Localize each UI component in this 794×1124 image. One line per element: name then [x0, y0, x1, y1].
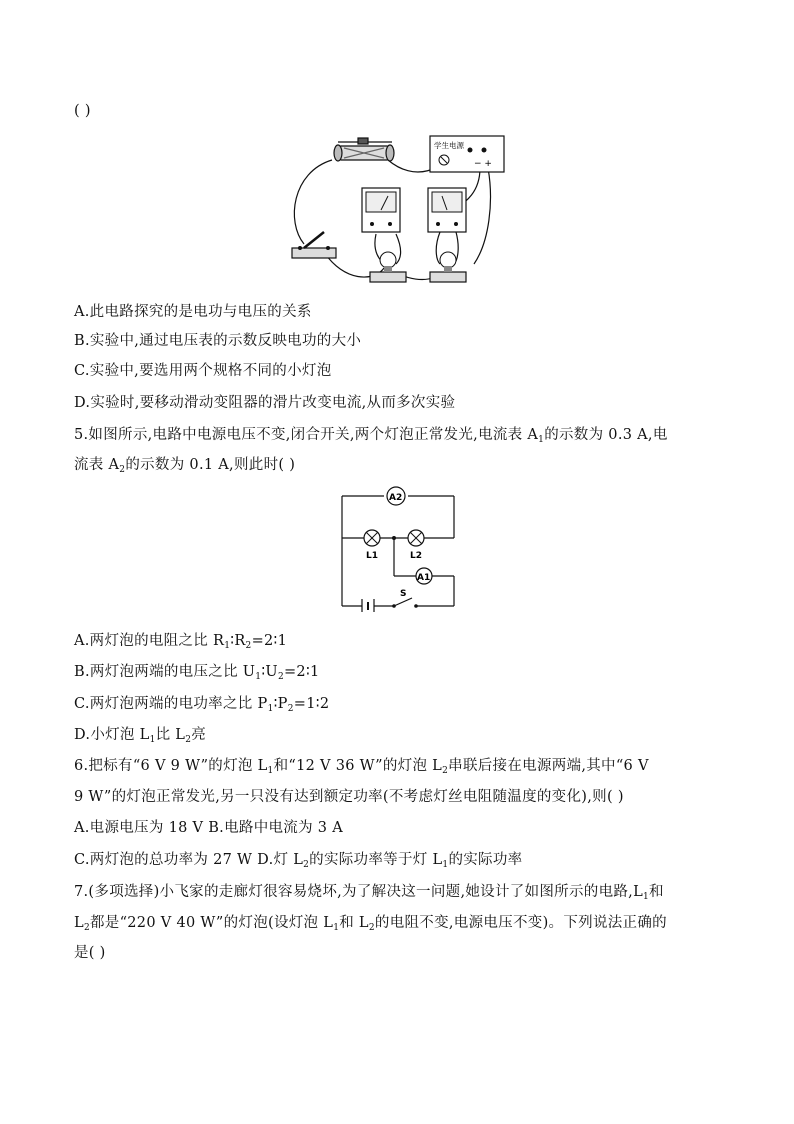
battery-icon: [362, 599, 374, 612]
q4-answer-bracket: ( ): [74, 103, 91, 119]
ammeter-a2-label: A2: [389, 493, 403, 503]
q4-option-c: C.实验中,要选用两个规格不同的小灯泡: [74, 363, 332, 379]
ammeter-a1-label: A1: [417, 573, 431, 583]
q6-options-ab: A.电源电压为 18 V B.电路中电流为 3 A: [74, 820, 344, 836]
q7-stem-line2: $L_2$都是“220 V 40 W”的灯泡(设灯泡 $L_1$和 $L_2$的电阻不变,电源电压不变)。下列说法正确的: [74, 915, 667, 933]
q4-option-a: A.此电路探究的是电功与电压的关系: [74, 304, 312, 320]
q6-stem-line2: 9 W”的灯泡正常发光,另一只没有达到额定功率(不考虑灯丝电阻随温度的变化),则( ): [74, 789, 624, 805]
q5-option-d: D.小灯泡 $L_1$比 $L_2$亮: [74, 727, 207, 745]
power-supply-label: 学生电源: [434, 141, 464, 150]
bulb-icon-2: [430, 252, 466, 282]
q5-option-b: B.两灯泡两端的电压之比 $U_1∶U_2=2∶1$: [74, 664, 320, 682]
q4-option-d: D.实验时,要移动滑动变阻器的滑片改变电流,从而多次实验: [74, 395, 456, 411]
lamp-l1-icon: [364, 530, 380, 546]
q7-stem-line1: 7.(多项选择)小飞家的走廊灯很容易烧坏,为了解决这一问题,她设计了如图所示的电路$,L_1$和: [74, 884, 664, 902]
q5-circuit-diagram: [338, 486, 460, 612]
q7-stem-line3: 是( ): [74, 945, 106, 961]
power-supply-icon: [430, 136, 504, 172]
switch-icon: [392, 604, 396, 608]
svg-text:− +: − +: [474, 159, 492, 169]
q5-option-a: A.两灯泡的电阻之比 $R_1∶R_2=2∶1$: [74, 633, 288, 651]
q6-stem-line1: 6.把标有“6 V 9 W”的灯泡 $L_1$和“12 V 36 W”的灯泡 $L_2$串联后接在电源两端,其中“6 V: [74, 758, 649, 776]
switch-s-label: S: [400, 589, 407, 599]
rheostat-icon: [334, 138, 394, 161]
q4-option-b: B.实验中,通过电压表的示数反映电功的大小: [74, 333, 362, 349]
q5-stem-line2: 流表 $A_2$的示数为 0.1 A,则此时( ): [74, 457, 296, 475]
voltmeter-icon-2: [428, 188, 466, 232]
q5-option-c: C.两灯泡两端的电功率之比 $P_1∶P_2=1∶2$: [74, 696, 330, 714]
lamp-l1-label: L1: [366, 551, 378, 561]
lamp-l2-icon: [408, 530, 424, 546]
lamp-l2-label: L2: [410, 551, 422, 561]
q5-stem-line1: 5.如图所示,电路中电源电压不变,闭合开关,两个灯泡正常发光,电流表 $A_1$的示数为 0.3 A,电: [74, 427, 668, 445]
voltmeter-icon-1: [362, 188, 400, 232]
q4-apparatus-figure: [284, 132, 514, 290]
q6-options-cd: C.两灯泡的总功率为 27 W D.灯 $L_2$的实际功率等于灯 $L_1$的实际功率: [74, 852, 523, 870]
